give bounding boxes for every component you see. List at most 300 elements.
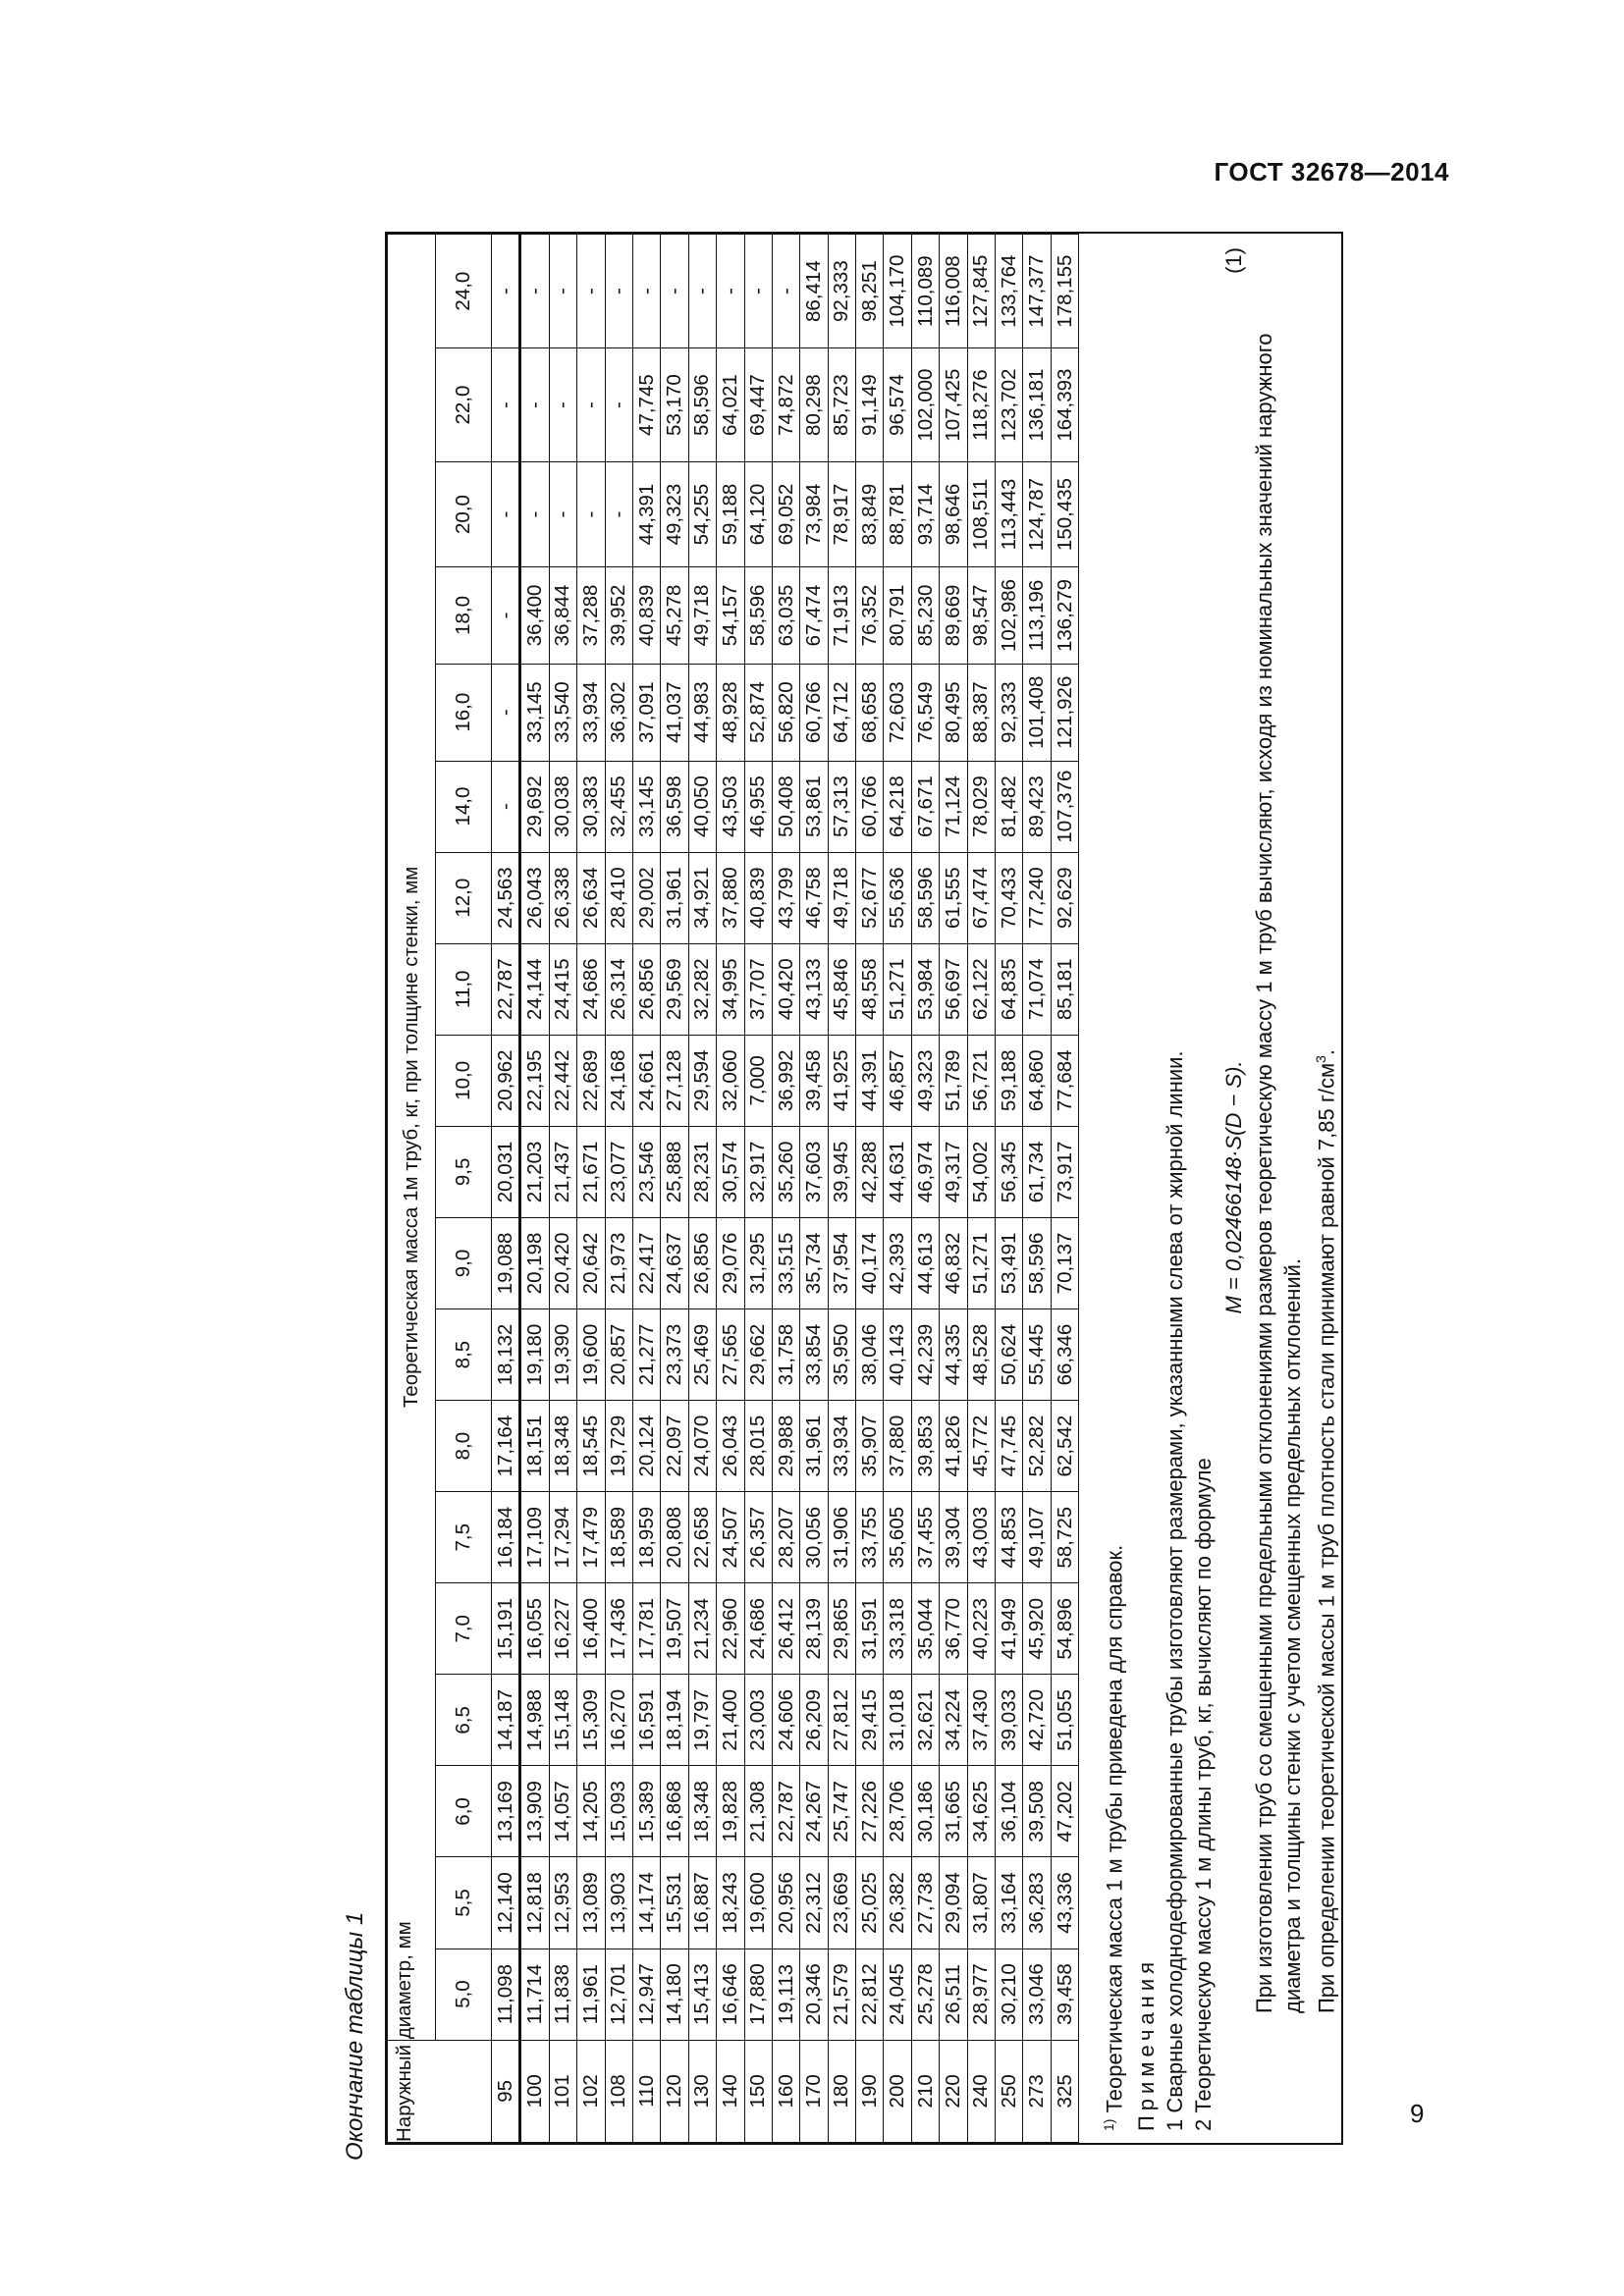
mass-cell: 20,962 [492, 1035, 520, 1126]
mass-cell: 30,186 [911, 1766, 939, 1857]
table-row [967, 235, 995, 2143]
mass-cell: 39,945 [828, 1126, 855, 1217]
mass-cell: - [577, 348, 605, 462]
mass-cell: 24,637 [661, 1217, 688, 1308]
mass-cell: 40,143 [884, 1309, 911, 1401]
thickness-header: 6,5 [436, 1675, 492, 1766]
mass-cell: 113,443 [996, 461, 1023, 566]
mass-cell: 45,846 [828, 943, 855, 1035]
mass-cell: 13,909 [520, 1766, 549, 1857]
mass-cell: 46,974 [911, 1126, 939, 1217]
mass-cell: 23,546 [632, 1126, 660, 1217]
mass-cell: 110,089 [911, 235, 939, 348]
mass-cell: 26,412 [772, 1583, 799, 1675]
table-row [940, 235, 967, 2143]
mass-cell: 18,589 [605, 1492, 632, 1583]
footnote-text: Теоретическая масса 1 м трубы приведена для справок. [1102, 1544, 1127, 2113]
mass-cell: 33,854 [800, 1309, 828, 1401]
thickness-header: 12,0 [436, 852, 492, 943]
mass-cell: 32,060 [717, 1035, 744, 1126]
paragraph-offset-tolerances: При изготовлении труб со смещенными предельными отклонениями размеров теоретическую массу 1 м труб вычисляют, исходя из номинальных значений наружного диаметра и толщины стенки с учетом смещенных предельных отклонений. [1251, 333, 1305, 2013]
mass-cell: - [520, 348, 549, 462]
mass-cell: 18,348 [688, 1766, 716, 1857]
mass-cell: 22,658 [688, 1492, 716, 1583]
mass-cell: 15,413 [688, 1949, 716, 2040]
mass-cell: 133,764 [996, 235, 1023, 348]
diameter-cell: 200 [884, 2040, 911, 2142]
mass-cell: 88,387 [967, 664, 995, 761]
theoretical-mass-header: Теоретическая масса 1м труб, кг, при толщине стенки, мм [388, 235, 436, 2041]
mass-cell: 70,137 [1051, 1217, 1078, 1308]
diameter-cell: 190 [856, 2040, 884, 2142]
mass-cell: 58,596 [1023, 1217, 1051, 1308]
mass-cell: 78,029 [967, 761, 995, 852]
mass-cell: 26,856 [688, 1217, 716, 1308]
mass-cell: 15,531 [661, 1857, 688, 1949]
mass-cell: 34,995 [717, 943, 744, 1035]
table-row [856, 235, 884, 2143]
mass-cell: 85,723 [828, 348, 855, 462]
footnote [1095, 243, 1128, 2131]
thickness-header: 7,0 [436, 1583, 492, 1675]
table-row [1051, 235, 1078, 2143]
thickness-header: 16,0 [436, 664, 492, 761]
note-1: 1 Сварные холоднодеформированные трубы изготовляют размерами, указанными слева от жирной линии. [1162, 1050, 1187, 2131]
mass-cell: 102,000 [911, 348, 939, 462]
mass-cell: - [492, 235, 520, 348]
mass-cell: 37,455 [911, 1492, 939, 1583]
mass-cell: - [577, 461, 605, 566]
mass-cell: 42,239 [911, 1309, 939, 1401]
mass-cell: 39,304 [940, 1492, 967, 1583]
mass-cell: 30,038 [549, 761, 576, 852]
mass-cell: 24,168 [605, 1035, 632, 1126]
mass-cell: 60,766 [800, 664, 828, 761]
table-row [744, 235, 772, 2143]
table-caption: Окончание таблицы 1 [342, 1911, 368, 2161]
mass-cell: 29,865 [828, 1583, 855, 1675]
mass-cell: 67,474 [800, 567, 828, 665]
mass-cell: 124,787 [1023, 461, 1051, 566]
mass-cell: 98,251 [856, 235, 884, 348]
mass-cell: 18,545 [577, 1401, 605, 1492]
mass-cell: 17,479 [577, 1492, 605, 1583]
mass-cell: 61,734 [1023, 1126, 1051, 1217]
mass-cell: 36,283 [1023, 1857, 1051, 1949]
footnote-mark: 1) [1101, 2118, 1117, 2131]
mass-cell: 31,906 [828, 1492, 855, 1583]
mass-cell: 16,227 [549, 1583, 576, 1675]
mass-cell: 127,845 [967, 235, 995, 348]
mass-cell: 36,302 [605, 664, 632, 761]
mass-cell: 34,224 [940, 1675, 967, 1766]
mass-cell: 51,271 [884, 943, 911, 1035]
mass-cell: 116,008 [940, 235, 967, 348]
mass-cell: 23,077 [605, 1126, 632, 1217]
mass-cell: 30,383 [577, 761, 605, 852]
thickness-header: 22,0 [436, 348, 492, 462]
mass-cell: 64,021 [717, 348, 744, 462]
mass-cell: 69,052 [772, 461, 799, 566]
mass-cell: 32,282 [688, 943, 716, 1035]
mass-cell: 16,646 [717, 1949, 744, 2040]
mass-cell: 113,196 [1023, 567, 1051, 665]
mass-cell: 33,145 [632, 761, 660, 852]
density-text: При определении теоретической массы 1 м труб плотность стали принимают равной 7,85 г/см [1313, 1062, 1338, 2013]
mass-cell: 30,056 [800, 1492, 828, 1583]
mass-cell: 54,255 [688, 461, 716, 566]
mass-cell: 20,420 [549, 1217, 576, 1308]
mass-cell: 21,277 [632, 1309, 660, 1401]
mass-cell: 58,596 [911, 852, 939, 943]
mass-cell: 24,686 [744, 1583, 772, 1675]
mass-cell: 58,725 [1051, 1492, 1078, 1583]
diameter-cell: 108 [605, 2040, 632, 2142]
thickness-header: 11,0 [436, 943, 492, 1035]
mass-cell: 83,849 [856, 461, 884, 566]
mass-cell: 45,278 [661, 567, 688, 665]
table-frame [385, 232, 1343, 2145]
mass-cell: 13,169 [492, 1766, 520, 1857]
table-row [632, 235, 660, 2143]
mass-cell: 44,391 [856, 1035, 884, 1126]
mass-cell: 43,133 [800, 943, 828, 1035]
page-number: 9 [1410, 2099, 1425, 2128]
mass-cell: 12,818 [520, 1857, 549, 1949]
mass-cell: 36,992 [772, 1035, 799, 1126]
mass-cell: 35,907 [856, 1401, 884, 1492]
mass-cell: 24,507 [717, 1492, 744, 1583]
mass-cell: - [492, 567, 520, 665]
mass-cell: 53,861 [800, 761, 828, 852]
mass-cell: 93,714 [911, 461, 939, 566]
table-body [492, 235, 1079, 2143]
mass-cell: 29,094 [940, 1857, 967, 1949]
table-row [911, 235, 939, 2143]
mass-cell: 40,420 [772, 943, 799, 1035]
mass-cell: 71,074 [1023, 943, 1051, 1035]
table-row [717, 235, 744, 2143]
table-row [772, 235, 799, 2143]
mass-cell: 64,860 [1023, 1035, 1051, 1126]
mass-cell: 29,692 [520, 761, 549, 852]
mass-cell: 18,348 [549, 1401, 576, 1492]
mass-cell: 21,308 [744, 1766, 772, 1857]
diameter-cell: 101 [549, 2040, 576, 2142]
mass-cell: 19,797 [688, 1675, 716, 1766]
mass-cell: 41,037 [661, 664, 688, 761]
mass-cell: 42,720 [1023, 1675, 1051, 1766]
mass-cell: 26,382 [884, 1857, 911, 1949]
mass-cell: 37,603 [800, 1126, 828, 1217]
mass-cell: 26,338 [549, 852, 576, 943]
mass-cell: 33,318 [884, 1583, 911, 1675]
mass-cell: 18,194 [661, 1675, 688, 1766]
mass-cell: 24,415 [549, 943, 576, 1035]
mass-cell: 28,139 [800, 1583, 828, 1675]
mass-cell: 21,437 [549, 1126, 576, 1217]
mass-cell: 53,984 [911, 943, 939, 1035]
mass-cell: 31,591 [856, 1583, 884, 1675]
mass-cell: 37,707 [744, 943, 772, 1035]
mass-cell: 47,745 [996, 1401, 1023, 1492]
mass-cell: 39,508 [1023, 1766, 1051, 1857]
mass-cell: 31,018 [884, 1675, 911, 1766]
mass-cell: 14,180 [661, 1949, 688, 2040]
mass-cell: 70,433 [996, 852, 1023, 943]
mass-cell: 11,714 [520, 1949, 549, 2040]
mass-cell: 85,230 [911, 567, 939, 665]
mass-cell: - [549, 348, 576, 462]
mass-cell: 21,234 [688, 1583, 716, 1675]
mass-cell: 46,832 [940, 1217, 967, 1308]
mass-cell: 26,314 [605, 943, 632, 1035]
mass-cell: 19,600 [577, 1309, 605, 1401]
mass-cell: 41,826 [940, 1401, 967, 1492]
mass-cell: 33,934 [828, 1401, 855, 1492]
mass-cell: 26,209 [800, 1675, 828, 1766]
mass-cell: 26,856 [632, 943, 660, 1035]
mass-cell: - [549, 235, 576, 348]
mass-cell: 54,896 [1051, 1583, 1078, 1675]
mass-cell: 52,874 [744, 664, 772, 761]
mass-cell: 27,812 [828, 1675, 855, 1766]
mass-cell: 47,745 [632, 348, 660, 462]
mass-cell: 89,669 [940, 567, 967, 665]
mass-cell: 98,646 [940, 461, 967, 566]
mass-cell: 39,458 [800, 1035, 828, 1126]
mass-cell: 26,043 [717, 1401, 744, 1492]
table-row [661, 235, 688, 2143]
mass-cell: 12,140 [492, 1857, 520, 1949]
mass-cell: - [605, 348, 632, 462]
mass-cell: 22,787 [492, 943, 520, 1035]
mass-cell: 46,758 [800, 852, 828, 943]
mass-cell: 25,469 [688, 1309, 716, 1401]
table-row [1023, 235, 1051, 2143]
mass-cell: 49,323 [661, 461, 688, 566]
mass-cell: 17,164 [492, 1401, 520, 1492]
mass-cell: 14,988 [520, 1675, 549, 1766]
mass-cell: 43,003 [967, 1492, 995, 1583]
thickness-header: 18,0 [436, 567, 492, 665]
mass-cell: 76,549 [911, 664, 939, 761]
mass-cell: 92,333 [996, 664, 1023, 761]
diameter-cell: 150 [744, 2040, 772, 2142]
mass-cell: 24,686 [577, 943, 605, 1035]
mass-cell: 28,207 [772, 1492, 799, 1583]
mass-cell: 36,844 [549, 567, 576, 665]
mass-cell: 39,853 [911, 1401, 939, 1492]
diameter-cell: 140 [717, 2040, 744, 2142]
mass-cell: 21,203 [520, 1126, 549, 1217]
mass-cell: 41,925 [828, 1035, 855, 1126]
mass-cell: 14,174 [632, 1857, 660, 1949]
mass-cell: 77,684 [1051, 1035, 1078, 1126]
rotated-page-content [334, 206, 1363, 2164]
mass-cell: 51,789 [940, 1035, 967, 1126]
mass-cell: 74,872 [772, 348, 799, 462]
mass-cell: 24,661 [632, 1035, 660, 1126]
mass-cell: 31,961 [800, 1401, 828, 1492]
mass-cell: 20,031 [492, 1126, 520, 1217]
thickness-header: 24,0 [436, 235, 492, 348]
mass-cell: 18,151 [520, 1401, 549, 1492]
notes-section [1079, 234, 1340, 2143]
mass-cell: 39,952 [605, 567, 632, 665]
mass-cell: 77,240 [1023, 852, 1051, 943]
mass-cell: 40,223 [967, 1583, 995, 1675]
thickness-header: 5,0 [436, 1949, 492, 2040]
thickness-header: 9,5 [436, 1126, 492, 1217]
mass-cell: 56,345 [996, 1126, 1023, 1217]
mass-cell: 78,917 [828, 461, 855, 566]
mass-cell: - [632, 235, 660, 348]
mass-cell: 15,093 [605, 1766, 632, 1857]
mass-cell: - [492, 761, 520, 852]
mass-cell: 73,984 [800, 461, 828, 566]
thickness-header-row [436, 235, 492, 2143]
mass-cell: 27,738 [911, 1857, 939, 1949]
diameter-cell: 100 [520, 2040, 549, 2142]
mass-cell: 27,128 [661, 1035, 688, 1126]
mass-cell: 136,279 [1051, 567, 1078, 665]
mass-cell: 45,772 [967, 1401, 995, 1492]
diameter-cell: 220 [940, 2040, 967, 2142]
mass-cell: 53,170 [661, 348, 688, 462]
thickness-header: 10,0 [436, 1035, 492, 1126]
mass-cell: 92,333 [828, 235, 855, 348]
mass-cell: 58,596 [688, 348, 716, 462]
mass-cell: 102,986 [996, 567, 1023, 665]
mass-cell: 23,373 [661, 1309, 688, 1401]
mass-cell: 27,565 [717, 1309, 744, 1401]
mass-cell: 28,706 [884, 1766, 911, 1857]
diameter-cell: 250 [996, 2040, 1023, 2142]
mass-cell: - [744, 235, 772, 348]
thickness-header: 9,0 [436, 1217, 492, 1308]
mass-cell: - [688, 235, 716, 348]
thickness-header: 20,0 [436, 461, 492, 566]
thickness-header: 8,5 [436, 1309, 492, 1401]
mass-cell: 59,188 [996, 1035, 1023, 1126]
mass-cell: 29,594 [688, 1035, 716, 1126]
mass-cell: 53,491 [996, 1217, 1023, 1308]
mass-cell: 16,868 [661, 1766, 688, 1857]
mass-cell: 23,669 [828, 1857, 855, 1949]
table-row [996, 235, 1023, 2143]
mass-cell: 30,574 [717, 1126, 744, 1217]
mass-cell: 62,122 [967, 943, 995, 1035]
mass-cell: 69,447 [744, 348, 772, 462]
mass-cell: 22,097 [661, 1401, 688, 1492]
diameter-cell: 95 [492, 2040, 520, 2142]
mass-cell: 33,515 [772, 1217, 799, 1308]
mass-cell: 91,149 [856, 348, 884, 462]
mass-cell: 26,043 [520, 852, 549, 943]
mass-cell: 25,278 [911, 1949, 939, 2040]
mass-cell: 40,174 [856, 1217, 884, 1308]
mass-cell: 107,425 [940, 348, 967, 462]
mass-cell: - [492, 348, 520, 462]
mass-cell: 164,393 [1051, 348, 1078, 462]
mass-cell: 26,511 [940, 1949, 967, 2040]
mass-cell: 72,603 [884, 664, 911, 761]
mass-cell: 36,400 [520, 567, 549, 665]
mass-cell: 20,642 [577, 1217, 605, 1308]
mass-cell: 150,435 [1051, 461, 1078, 566]
mass-cell: 20,346 [800, 1949, 828, 2040]
mass-cell: 118,276 [967, 348, 995, 462]
mass-cell: 19,088 [492, 1217, 520, 1308]
table-row [828, 235, 855, 2143]
mass-cell: 29,988 [772, 1401, 799, 1492]
mass-cell: 49,718 [828, 852, 855, 943]
formula-row [1219, 243, 1248, 2131]
mass-cell: 28,410 [605, 852, 632, 943]
density-period: . [1313, 1048, 1338, 1056]
mass-cell: 51,271 [967, 1217, 995, 1308]
diameter-cell: 130 [688, 2040, 716, 2142]
mass-cell: 47,202 [1051, 1766, 1078, 1857]
mass-cell: 18,243 [717, 1857, 744, 1949]
mass-cell: 16,591 [632, 1675, 660, 1766]
mass-cell: 49,317 [940, 1126, 967, 1217]
mass-cell: 76,352 [856, 567, 884, 665]
mass-cell: 22,417 [632, 1217, 660, 1308]
mass-cell: 56,721 [967, 1035, 995, 1126]
mass-cell: 20,808 [661, 1492, 688, 1583]
mass-cell: 67,671 [911, 761, 939, 852]
mass-cell: 33,540 [549, 664, 576, 761]
mass-cell: 41,949 [996, 1583, 1023, 1675]
mass-cell: 31,295 [744, 1217, 772, 1308]
mass-cell: 42,288 [856, 1126, 884, 1217]
table-row [549, 235, 576, 2143]
thickness-header: 8,0 [436, 1401, 492, 1492]
mass-cell: 28,015 [744, 1401, 772, 1492]
mass-cell: 16,184 [492, 1492, 520, 1583]
header-row-group [388, 235, 436, 2143]
mass-cell: 16,887 [688, 1857, 716, 1949]
mass-cell: - [520, 235, 549, 348]
mass-cell: 40,050 [688, 761, 716, 852]
mass-cell: 40,839 [744, 852, 772, 943]
mass-cell: 30,210 [996, 1949, 1023, 2040]
mass-cell: - [717, 235, 744, 348]
mass-cell: 55,445 [1023, 1309, 1051, 1401]
mass-cell: 44,631 [884, 1126, 911, 1217]
mass-cell: 37,288 [577, 567, 605, 665]
mass-cell: 7,000 [744, 1035, 772, 1126]
mass-cell: 107,376 [1051, 761, 1078, 852]
mass-cell: 19,390 [549, 1309, 576, 1401]
mass-cell: 80,791 [884, 567, 911, 665]
thickness-header: 6,0 [436, 1766, 492, 1857]
mass-cell: 61,555 [940, 852, 967, 943]
mass-cell: 33,755 [856, 1492, 884, 1583]
mass-cell: 57,313 [828, 761, 855, 852]
mass-cell: 92,629 [1051, 852, 1078, 943]
mass-cell: 39,458 [1051, 1949, 1078, 2040]
mass-cell: 18,132 [492, 1309, 520, 1401]
mass-cell: 23,003 [744, 1675, 772, 1766]
mass-cell: 21,973 [605, 1217, 632, 1308]
mass-cell: 21,579 [828, 1949, 855, 2040]
mass-cell: 33,934 [577, 664, 605, 761]
mass-cell: 50,624 [996, 1309, 1023, 1401]
mass-cell: 85,181 [1051, 943, 1078, 1035]
